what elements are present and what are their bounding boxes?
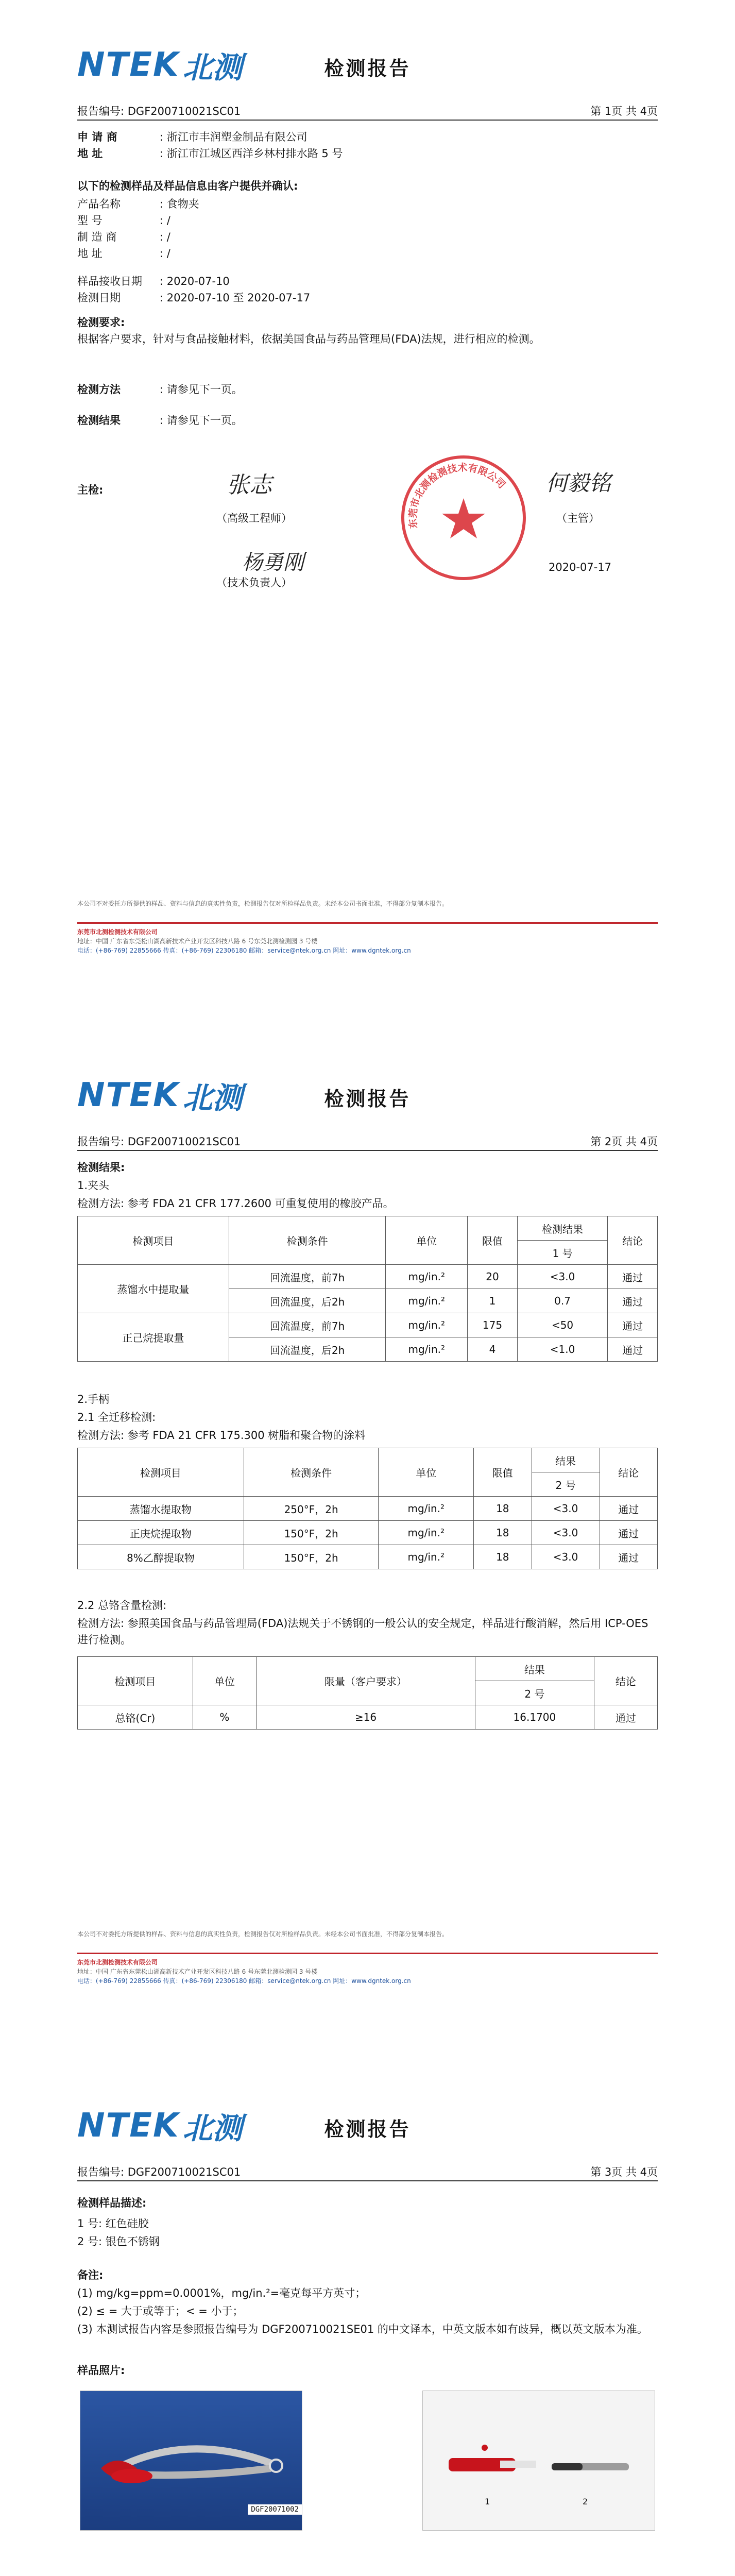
address-value: : 浙江市江城区西洋乡林村排水路 5 号 [160,147,343,160]
table-row: 蒸馏水提取物 250°F，2h mg/in.² 18 <3.0 通过 [78,1497,658,1521]
preparer-signature: 张志 [227,472,272,498]
divider [77,120,658,121]
table-total-chromium: 检测项目 单位 限量（客户要求） 结果 结论 2 号 总铬(Cr) % ≥16 16.1700 通过 [77,1656,658,1730]
report-header: 报告编号: DGF200710021SC01 第 1页 共 4页 [77,103,658,118]
footer: 东莞市北测检测技术有限公司 地址：中国 广东省东莞松山湖高新技术产业开发区科技八路 6 号东莞北测检测园 3 号楼 电话：(+86-769) 22855666 传真：(+86-769) 22306180 邮箱：service@ntek.org.cn 网址：www.dgntek.org.cn [77,1959,411,1985]
table-row: 蒸馏水中提取量 回流温度，前7h mg/in.² 20 <3.0 通过 [78,1265,658,1289]
table-row: 正己烷提取量 回流温度，前7h mg/in.² 175 <50 通过 [78,1313,658,1337]
test-requirement: 根据客户要求，针对与食品接触材料，依据美国食品与药品管理局(FDA)法规，进行相应的检测。 [77,333,540,345]
table-row: 正庚烷提取物 150°F，2h mg/in.² 18 <3.0 通过 [78,1521,658,1545]
page-title: 检测报告 [324,57,411,80]
report-page-1: NTEK 北测 检测报告 报告编号: DGF200710021SC01 第 1页 共 4页 申 请 商 : 浙江市丰润塑金制品有限公司 地 址 : 浙江市江城区西洋乡林村排水路 5 号 以下的检测样品及样品信息由客户提供并确认: 产品名称 : 食物夹 型 号 : / 制 造 商 : / 地 址 : / 样品接收日期 : 2020-07-10 检测日期 : 2020-07-10 至 2020-07-17 检测要求: 根据客户要求，针对与食品接触材料，依据美国食品与药品管理局(FDA)法规，进行相应的检测。 检测方法 : 请参见下一页。 检测结果 : 请参见下一页。 主检: 张志 （高级工程师） 杨勇刚 （技术负责人） 东莞市北测检测技术有限公司 何毅铭 （主管） 2020-07-17 本公司不对委托方所提供的样品、资料与信息的真实性负责，检测报告仅对所检样品负责。未经本公司书面批准，不得部分复制本报告。 东莞市北测检测技术有限公司 地址：中国 广东省东莞松山湖高新技术产业开发区科技八路 6 号东莞北测检测园 3 号楼 电话：(+86-769) 22855666 传真：(+86-769) 22306180 邮箱：service@ntek.org.cn 网址：www.dgntek.org.cn [0,0,735,1030]
table-row: 总铬(Cr) % ≥16 16.1700 通过 [78,1705,658,1730]
company-seal [397,451,531,585]
ntek-logo: NTEK 北测 [77,46,243,85]
table-row: 回流温度，后2h mg/in.² 4 <1.0 通过 [78,1337,658,1362]
report-number: DGF200710021SC01 [127,105,241,117]
tech-signature: 杨勇刚 [242,551,304,574]
sample-photo-parts: 1 2 [422,2391,655,2531]
table-row: 回流温度，后2h mg/in.² 1 0.7 通过 [78,1289,658,1313]
approval-date: 2020-07-17 [549,561,612,573]
table-overall-migration: 检测项目 检测条件 单位 限值 结果 结论 2 号 蒸馏水提取物 250°F，2h mg/in.² 18 <3.0 通过 正庚烷提取物 150°F，2h mg/in.² 18 <3.0 通过 8%乙醇提取物 150°F，2h mg/in.² 18 <3.0 通过 [77,1448,658,1569]
svg-text:东莞市北测检测技术有限公司: 东莞市北测检测技术有限公司 [407,462,508,530]
dates: 样品接收日期 : 2020-07-10 检测日期 : 2020-07-10 至 2020-07-17 [77,275,311,304]
sample-info: 产品名称 : 食物夹 型 号 : / 制 造 商 : / 地 址 : / [77,198,199,260]
table-row: 8%乙醇提取物 150°F，2h mg/in.² 18 <3.0 通过 [78,1545,658,1569]
page-number: 第 1页 共 4页 [590,105,658,117]
footer: 东莞市北测检测技术有限公司 地址：中国 广东省东莞松山湖高新技术产业开发区科技八路 6 号东莞北测检测园 3 号楼 电话：(+86-769) 22855666 传真：(+86-769) 22306180 邮箱：service@ntek.org.cn 网址：www.dgntek.org.cn [77,928,411,954]
applicant-value: : 浙江市丰润塑金制品有限公司 [160,131,307,143]
table-rubber-extraction: 检测项目 检测条件 单位 限值 检测结果 结论 1 号 蒸馏水中提取量 回流温度，前7h mg/in.² 20 <3.0 通过 回流温度，后2h mg/in.² 1 0.7 通过 正己烷提取量 回流温度，前7h mg/in.² 175 <50 通过 回流温度，后2h mg/in.² 4 <1.0 通过 [77,1216,658,1362]
report-page-2: NTEK 北测 检测报告 报告编号: DGF200710021SC01 第 2页 共 4页 检测结果: 1.夹头 检测方法: 参考 FDA 21 CFR 177.2600 可重复使用的橡胶产品。 检测项目 检测条件 单位 限值 检测结果 结论 1 号 蒸馏水中提取量 回流温度，前7h mg/in.² 20 <3.0 通过 回流温度，后2h mg/in.² 1 0.7 通过 正己烷提取量 回流温度，前7h mg/in.² 175 <50 通过 回流温度，后2h mg/in.² 4 <1.0 通过 2.手柄 2.1 全迁移检测: 检测方法: 参考 FDA 21 CFR 175.300 树脂和聚合物的涂料 检测项目 检测条件 单位 限值 结果 结论 2 号 蒸馏水提取物 250°F，2h mg/in.² 18 <3.0 通过 正庚烷提取物 150°F，2h mg/in.² 18 <3.0 通过 8%乙醇提取物 150°F，2h mg/in.² 18 <3.0 通过 2.2 总铬含量检测: 检测方法: 参照美国食品与药品管理局(FDA)法规关于不锈钢的一般公认的安全规定，样品进行酸消解，然后用 ICP-OES 进行检测。 检测项目 单位 限量（客户要求） 结果 结论 2 号 总铬(Cr) % ≥16 16.1700 通过 本公司不对委托方所提供的样品、资料与信息的真实性负责，检测报告仅对所检样品负责。未经本公司书面批准，不得部分复制本报告。 东莞市北测检测技术有限公司 地址：中国 广东省东莞松山湖高新技术产业开发区科技八路 6 号东莞北测检测园 3 号楼 电话：(+86-769) 22855666 传真：(+86-769) 22306180 邮箱：service@ntek.org.cn 网址：www.dgntek.org.cn [0,1030,735,2060]
sample-photo-tongs: DGF20071002 [80,2391,302,2531]
ntek-logo: NTEK 北测 [77,1076,243,1115]
approver-signature: 何毅铭 [546,470,611,496]
ntek-logo: NTEK 北测 [77,2107,243,2146]
sample-info-intro: 以下的检测样品及样品信息由客户提供并确认: [77,180,298,192]
report-page-3: NTEK 北测 检测报告 报告编号: DGF200710021SC01 第 3页 共 4页 检测样品描述: 1 号: 红色硅胶 2 号: 银色不锈钢 备注: (1) mg/kg=ppm=0.0001%，mg/in.²=毫克每平方英寸； (2) ≤ = 大于或等于；< = 小于； (3) 本测试报告内容是参照报告编号为 DGF200710021SE01 的中文译本，中英文版本如有歧异，概以英文版本为准。 样品照片: DGF20071002 1 2 [0,2061,735,2576]
